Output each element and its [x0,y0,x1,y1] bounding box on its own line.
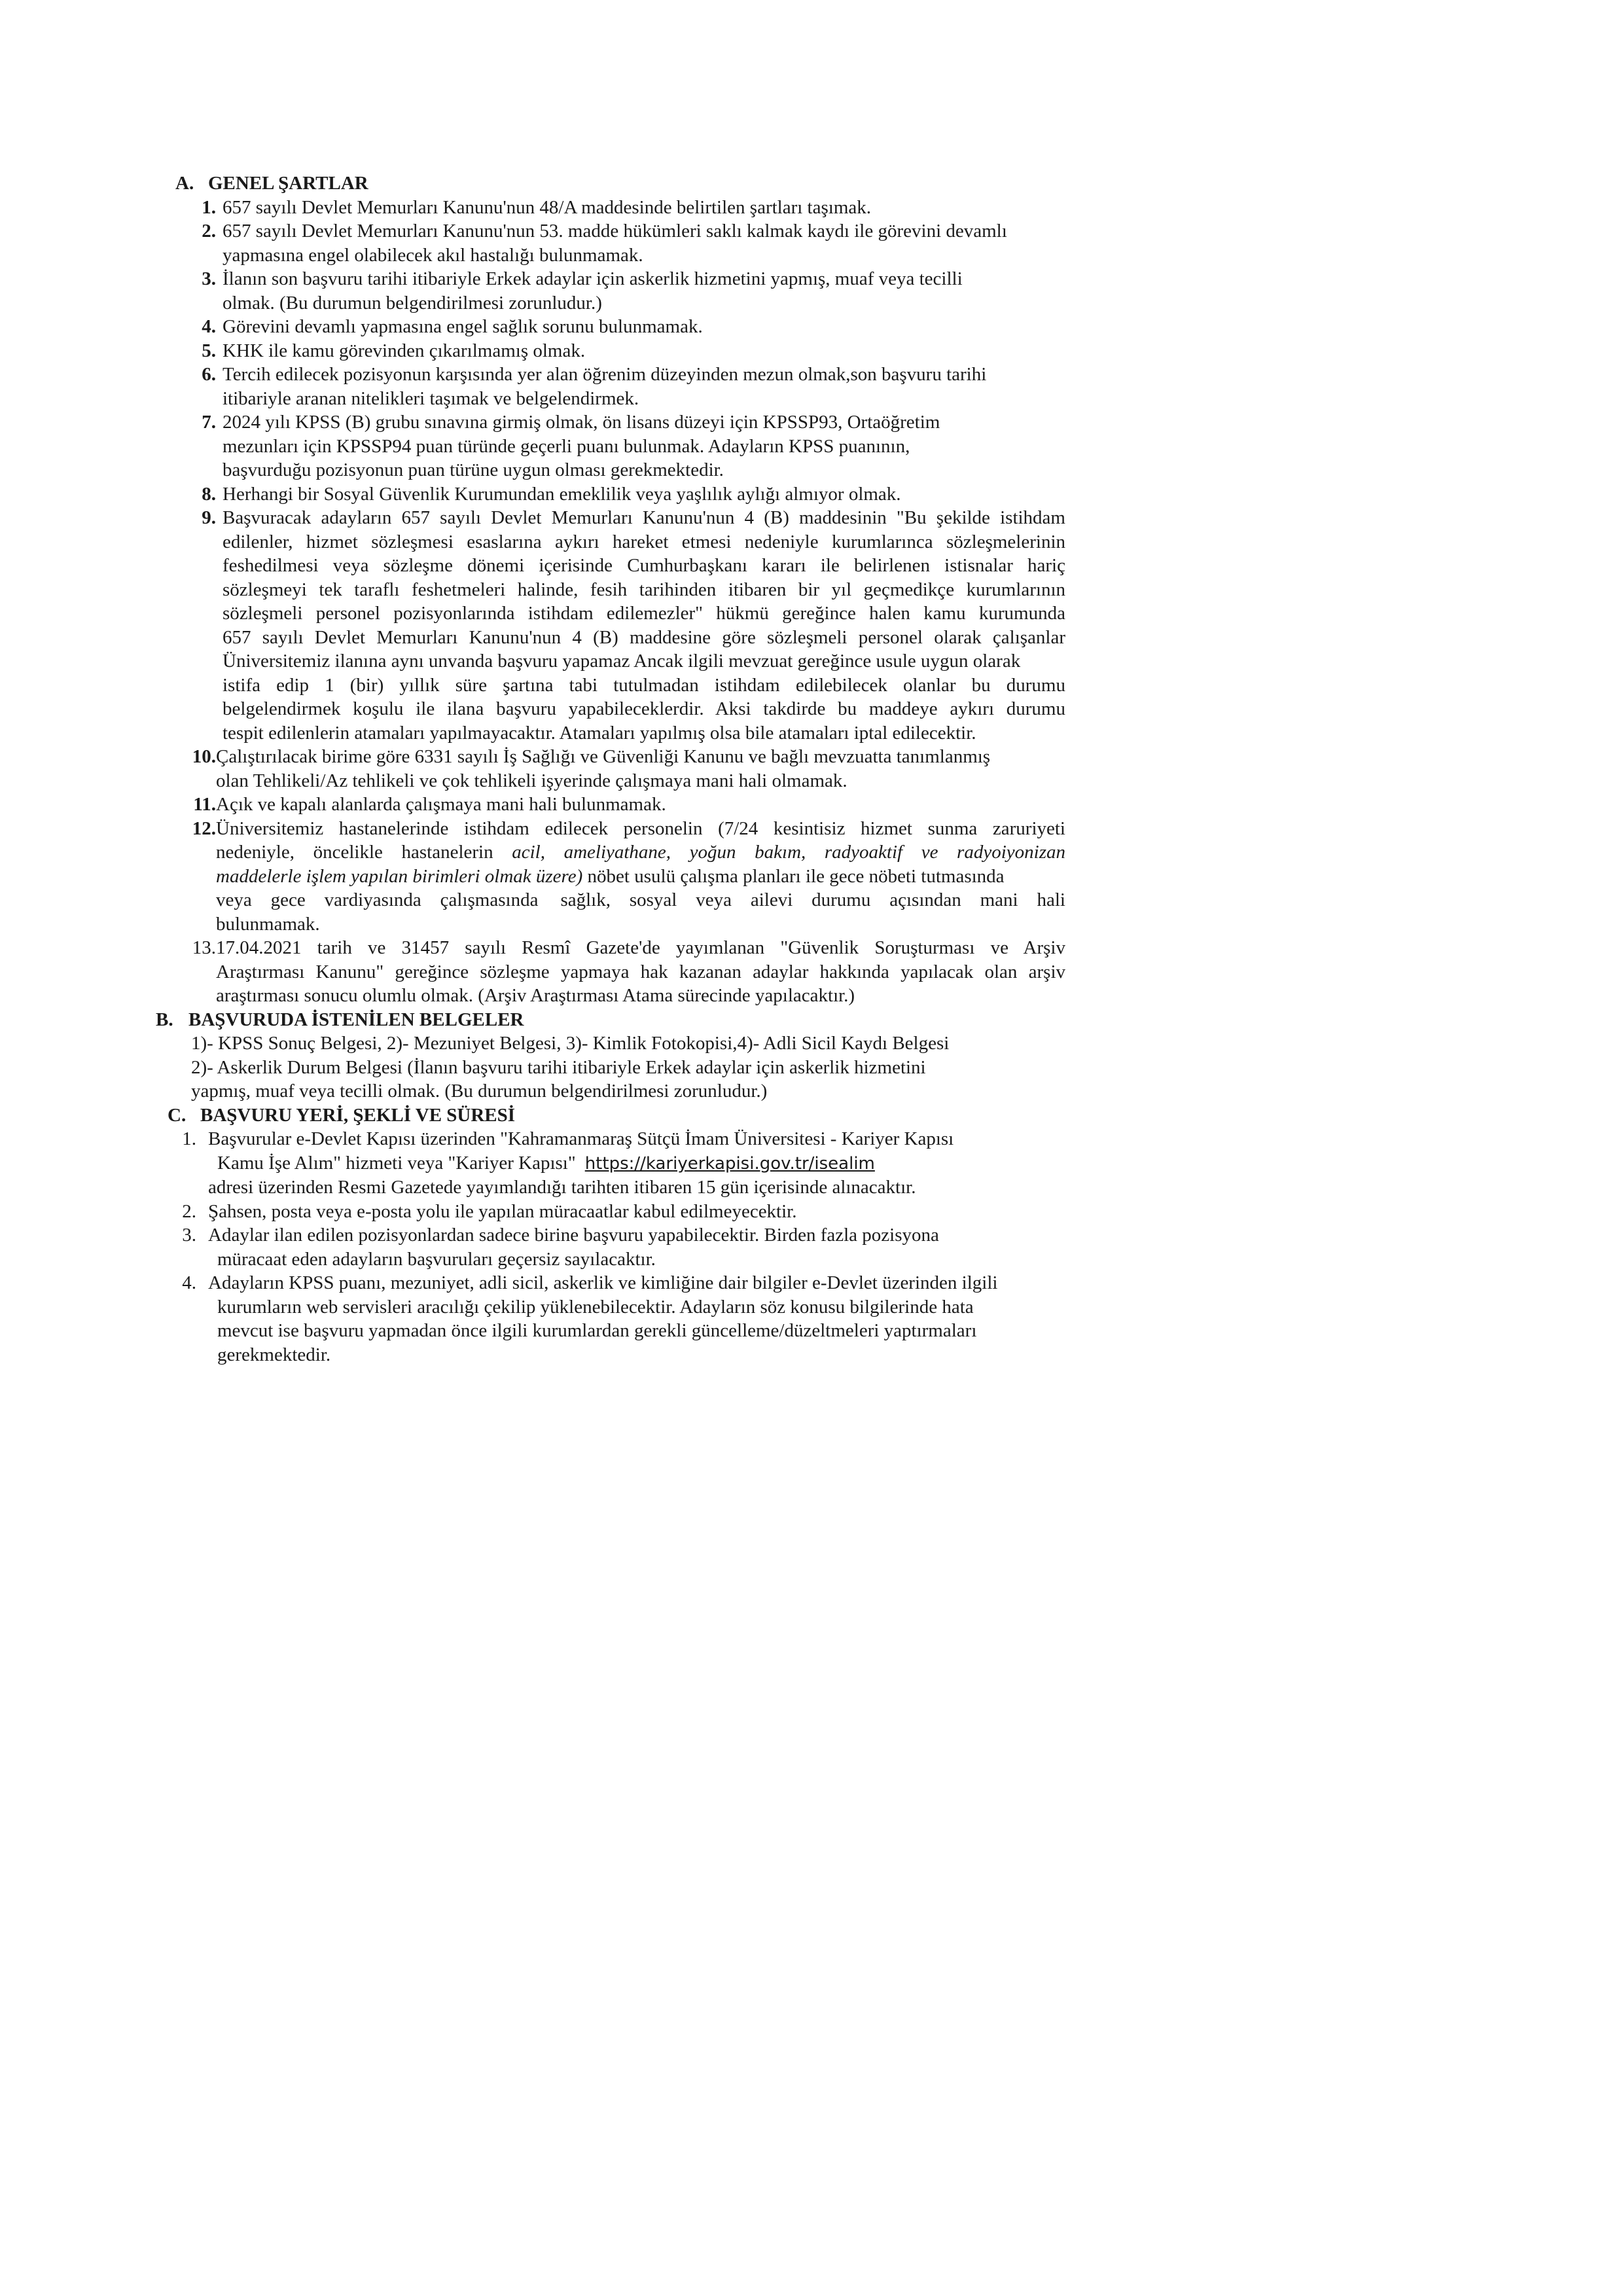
item-text: adresi üzerinden Resmi Gazetede yayımlandığı tarihten itibaren 15 gün içerisinde alınacaktır. [208,1177,916,1198]
list-item-a9 [175,506,1065,745]
item-text: sözleşmeli personel pozisyonlarında istihdam edilemezler" hükmü gereğince halen kamu kurumunda [223,603,1065,624]
item-number: 9. [202,507,216,528]
item-text: Şahsen, posta veya e-posta yolu ile yapılan müracaatlar kabul edilmeyecektir. [208,1200,797,1222]
item-text: Görevini devamlı yapmasına engel sağlık sorunu bulunmamak. [223,316,703,337]
list-item-a8 [175,482,1065,507]
item-text: Tercih edilecek pozisyonun karşısında yer alan öğrenim düzeyinden mezun olmak,son başvuru tarihi [223,364,987,385]
item-text: başvurduğu pozisyonun puan türüne uygun olması gerekmektedir. [223,459,724,480]
item-text: İlanın son başvuru tarihi itibariyle Erkek adaylar için askerlik hizmetini yapmış, muaf veya tecilli [223,268,963,289]
section-a-list [175,196,1065,1008]
list-item-a7 [175,410,1065,482]
item-text: 17.04.2021 tarih ve 31457 sayılı Resmî Gazete'de yayımlanan "Güvenlik Soruşturması ve Arşiv [216,937,1065,958]
item-text: Araştırması Kanunu" gereğince sözleşme yapmaya hak kazanan adaylar hakkında yapılacak olan arşiv [216,961,1065,982]
item-text: Üniversitemiz ilanına aynı unvanda başvuru yapamaz Ancak ilgili mevzuat gereğince usule uygun olarak [223,651,1021,672]
documents-line: 1)- KPSS Sonuç Belgesi, 2)- Mezuniyet Belgesi, 3)- Kimlik Fotokopisi,4)- Adli Sicil Kaydı Belgesi [191,1033,950,1054]
list-item-a3 [175,267,1065,315]
list-item-a6 [175,363,1065,410]
section-b-title: BAŞVURUDA İSTENİLEN BELGELER [188,1009,524,1030]
list-item-c2 [175,1200,1065,1224]
list-item-c1 [175,1127,1065,1200]
list-item-c3 [175,1223,1065,1271]
list-item-a11 [175,793,1065,817]
item-text: müracaat eden adayların başvuruları geçersiz sayılacaktır. [217,1248,656,1270]
section-b-body [191,1031,1065,1103]
section-b-heading [156,1008,1065,1032]
item-text: 657 sayılı Devlet Memurları Kanunu'nun 53. madde hükümleri saklı kalmak kaydı ile görevini devamlı [223,221,1007,242]
item-text: Adaylar ilan edilen pozisyonlardan sadece birine başvuru yapabilecektir. Birden fazla pozisyona [208,1225,939,1246]
item-text: kurumların web servisleri aracılığı çekilip yüklenebilecektir. Adayların söz konusu bilgilerinde hata [217,1296,974,1318]
documents-line: yapmış, muaf veya tecilli olmak. (Bu durumun belgendirilmesi zorunludur.) [191,1081,768,1102]
item-text: gerekmektedir. [217,1344,331,1365]
item-text: edilenler, hizmet sözleşmesi esaslarına aykırı hareket etmesi nedeniyle kurumlarınca sözleşmelerinin [223,531,1065,552]
list-item-c4 [175,1271,1065,1367]
item-text: olmak. (Bu durumun belgendirilmesi zorunludur.) [223,292,602,314]
item-text-italic: acil, ameliyathane, yoğun bakım, radyoaktif ve radyoiyonizan [512,842,1065,863]
item-text: olan Tehlikeli/Az tehlikeli ve çok tehlikeli işyerinde çalışmaya mani hali olmamak. [216,770,847,791]
item-text: mevcut ise başvuru yapmadan önce ilgili kurumlardan gerekli güncelleme/düzeltmeleri yaptırmaları [217,1320,977,1341]
item-text: Kamu İşe Alım" hizmeti veya "Kariyer Kapısı" [217,1152,576,1174]
section-a-heading [175,171,1065,196]
item-text: Başvurular e-Devlet Kapısı üzerinden "Kahramanmaraş Sütçü İmam Üniversitesi - Kariyer Kapısı [208,1128,954,1149]
application-link[interactable]: https://kariyerkapisi.gov.tr/isealim [584,1153,875,1174]
list-item-a5 [175,339,1065,363]
item-number: 10. [192,746,216,767]
item-number: 3. [182,1225,196,1246]
item-number: 2. [202,221,216,242]
item-text: Başvuracak adayların 657 sayılı Devlet Memurları Kanunu'nun 4 (B) maddesinin "Bu şekilde istihdam [223,507,1065,528]
item-text: nöbet usulü çalışma planları ile gece nöbeti tutmasında [582,865,1005,887]
item-text: tespit edilenlerin atamaları yapılmayacaktır. Atamaları yapılmış olsa bile atamaları iptal edilecektir. [223,722,976,744]
section-c-heading [168,1103,1065,1128]
section-a-letter: A. [175,173,194,194]
list-item-a4 [175,315,1065,339]
item-text: bulunmamak. [216,913,320,935]
item-text-with-link [208,1151,1065,1176]
item-text: istifa edip 1 (bir) yıllık süre şartına tabi tutulmadan istihdam edilebilecek olanlar bu durumu [223,674,1065,696]
item-text: mezunları için KPSSP94 puan türünde geçerli puanı bulunmak. Adayların KPSS puanının, [223,435,910,457]
item-text: 2024 yılı KPSS (B) grubu sınavına girmiş olmak, ön lisans düzeyi için KPSSP93, Ortaöğretim [223,412,940,433]
item-text: belgelendirmek koşulu ile ilana başvuru yapabileceklerdir. Aksi takdirde bu maddeye aykırı durumu [223,698,1065,719]
item-text-mixed [216,888,1065,912]
list-item-a13 [175,936,1065,1008]
section-b-letter: B. [156,1009,173,1030]
section-c-list [175,1127,1065,1367]
item-number: 12. [192,817,216,839]
item-text: itibariyle aranan nitelikleri taşımak ve belgelendirmek. [223,387,639,409]
item-number: 5. [202,340,216,361]
item-text: veya gece vardiyasında çalışmasında [216,889,539,910]
section-c-title: BAŞVURU YERİ, ŞEKLİ VE SÜRESİ [200,1104,516,1126]
item-number: 6. [202,364,216,385]
documents-line: 2)- Askerlik Durum Belgesi (İlanın başvuru tarihi itibariyle Erkek adaylar için askerlik hizmetini [191,1056,926,1078]
item-text: sözleşmeyi tek taraflı feshetmeleri halinde, fesih tarihinden itibaren bir yıl geçmedikçe kurumlarının [223,579,1065,600]
item-text: KHK ile kamu görevinden çıkarılmamış olmak. [223,340,586,361]
item-text: Açık ve kapalı alanlarda çalışmaya mani hali bulunmamak. [216,794,666,815]
item-text: Üniversitemiz hastanelerinde istihdam edilecek personelin (7/24 kesintisiz hizmet sunma zaruriyeti [216,817,1065,839]
item-text: sağlık, sosyal veya ailevi durumu açısından mani hali [560,889,1065,910]
list-item-a12 [175,817,1065,937]
item-text-mixed [216,840,1065,865]
item-text: araştırması sonucu olumlu olmak. (Arşiv Araştırması Atama sürecinde yapılacaktır.) [216,985,855,1006]
section-c-letter: C. [168,1104,187,1126]
item-text: yapmasına engel olabilecek akıl hastalığı bulunmamak. [223,244,643,266]
item-number: 1. [202,196,216,218]
item-text: 657 sayılı Devlet Memurları Kanunu'nun 48/A maddesinde belirtilen şartları taşımak. [223,196,871,218]
item-number: 2. [182,1200,196,1222]
item-text-italic: maddelerle işlem yapılan birimleri olmak üzere) [216,865,583,887]
item-number: 1. [182,1128,196,1149]
item-text-mixed [216,865,1065,889]
list-item-a2 [175,219,1065,267]
item-text: Herhangi bir Sosyal Güvenlik Kurumundan emeklilik veya yaşlılık aylığı almıyor olmak. [223,483,901,505]
item-number: 3. [202,268,216,289]
item-text: feshedilmesi veya sözleşme dönemi içerisinde Cumhurbaşkanı kararı ile belirlenen istisnalar hariç [223,555,1065,576]
item-number: 11. [193,794,216,815]
section-a-title: GENEL ŞARTLAR [208,173,368,194]
item-text: Çalıştırılacak birime göre 6331 sayılı İş Sağlığı ve Güvenliği Kanunu ve bağlı mevzuatta tanımlanmış [216,746,991,767]
item-number: 8. [202,483,216,505]
item-text: Adayların KPSS puanı, mezuniyet, adli sicil, askerlik ve kimliğine dair bilgiler e-Devlet üzerinden ilgili [208,1272,998,1293]
list-item-a1 [175,196,1065,220]
item-number: 4. [182,1272,196,1293]
list-item-a10 [175,745,1065,793]
item-text: 657 sayılı Devlet Memurları Kanunu'nun 4 (B) maddesine göre sözleşmeli personel olarak çalışanlar [223,626,1065,648]
document-body [156,171,1065,1367]
item-text: nedeniyle, öncelikle hastanelerin [216,842,512,863]
item-number: 7. [202,412,216,433]
item-number: 13. [192,937,216,958]
item-number: 4. [202,316,216,337]
